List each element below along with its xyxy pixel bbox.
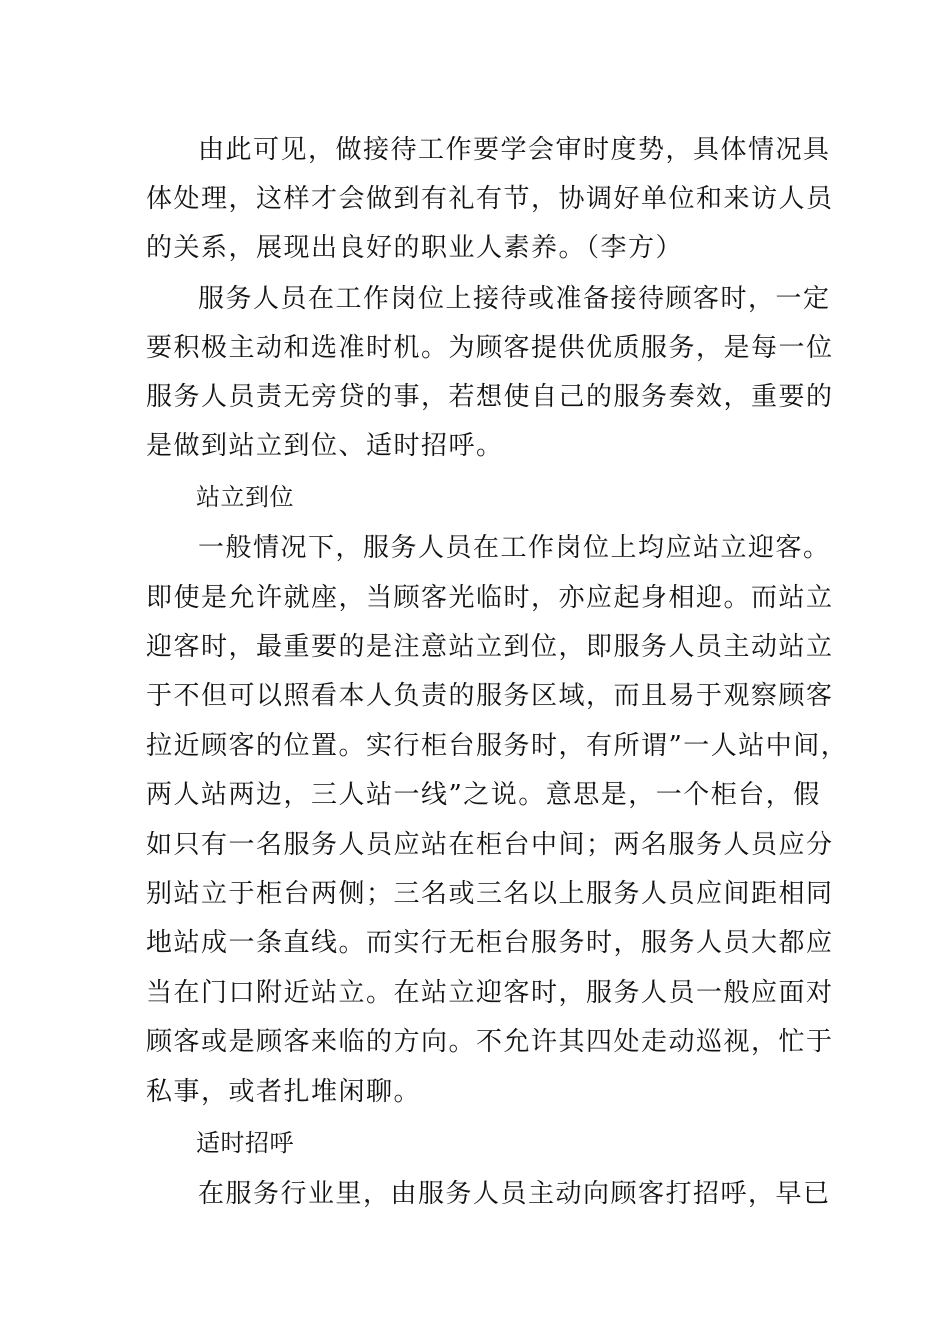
paragraph-4-line-1: 在服务行业里，由服务人员主动向顾客打招呼，早已: [198, 1179, 831, 1209]
paragraph-3-line-11: 顾客或是顾客来临的方向。不允许其四处走动巡视，忙于: [146, 1027, 834, 1057]
paragraph-3-line-8: 别站立于柜台两侧；三名或三名以上服务人员应间距相同: [146, 879, 834, 909]
paragraph-2-line-3: 服务人员责无旁贷的事，若想使自己的服务奏效，重要的: [146, 382, 834, 412]
paragraph-2-line-4: 是做到站立到位、适时招呼。: [146, 431, 504, 461]
paragraph-3-line-5: 拉近顾客的位置。实行柜台服务时，有所谓”一人站中间，: [146, 731, 849, 761]
paragraph-1-line-3: 的关系，展现出良好的职业人素养。（李方）: [146, 233, 684, 263]
paragraph-3-line-2: 即使是允许就座，当顾客光临时，亦应起身相迎。而站立: [146, 583, 834, 613]
section-heading-greeting: 适时招呼: [196, 1129, 294, 1157]
paragraph-2-line-2: 要积极主动和选准时机。为顾客提供优质服务，是每一位: [146, 333, 834, 363]
paragraph-1-line-1: 由此可见，做接待工作要学会审时度势，具体情况具: [198, 135, 831, 165]
section-heading-standing: 站立到位: [196, 483, 294, 511]
paragraph-3-line-7: 如只有一名服务人员应站在柜台中间；两名服务人员应分: [146, 830, 834, 860]
paragraph-3-line-4: 于不但可以照看本人负责的服务区域，而且易于观察顾客: [146, 681, 834, 711]
paragraph-3-line-10: 当在门口附近站立。在站立迎客时，服务人员一般应面对: [146, 978, 834, 1008]
paragraph-3-line-1: 一般情况下，服务人员在工作岗位上均应站立迎客。: [198, 533, 831, 563]
paragraph-1-line-2: 体处理，这样才会做到有礼有节，协调好单位和来访人员: [146, 184, 834, 214]
paragraph-2-line-1: 服务人员在工作岗位上接待或准备接待顾客时，一定: [198, 284, 831, 314]
paragraph-3-line-9: 地站成一条直线。而实行无柜台服务时，服务人员大都应: [146, 928, 834, 958]
paragraph-3-line-3: 迎客时，最重要的是注意站立到位，即服务人员主动站立: [146, 632, 834, 662]
paragraph-3-line-6: 两人站两边，三人站一线”之说。意思是，一个柜台，假: [146, 780, 821, 810]
paragraph-3-line-12: 私事，或者扎堆闲聊。: [146, 1077, 422, 1107]
